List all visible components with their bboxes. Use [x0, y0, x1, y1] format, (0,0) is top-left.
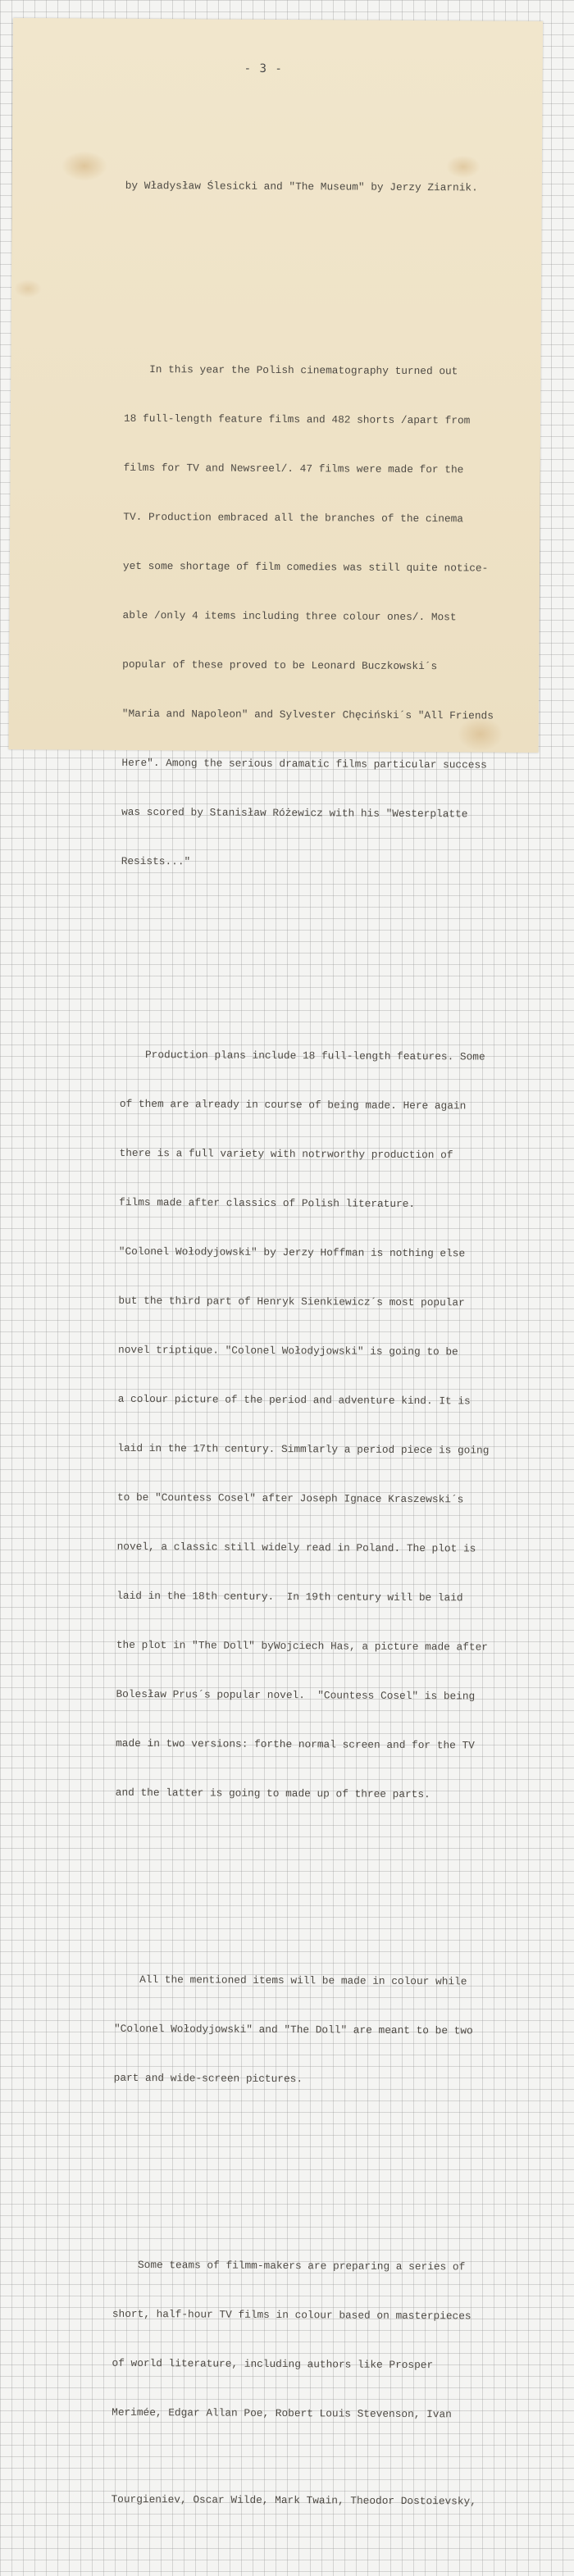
text-line: but the third part of Henryk Sienkiewicz´s most popular [118, 1294, 465, 1309]
text-line: films for TV and Newsreel/. 47 films were made for the [123, 461, 464, 476]
text-line: Some teams of filmm-makers are preparing a series of [112, 2258, 466, 2273]
text-line: by Władysław Ślesicki and "The Museum" by Jerzy Ziarnik. [125, 179, 478, 194]
text-line: the plot in "The Doll" byWojciech Has, a picture made after [116, 1638, 489, 1654]
text-line: All the mentioned items will be made in colour while [114, 1973, 467, 1988]
text-line: "Colonel Wołodyjowski" by Jerzy Hoffman is nothing else [118, 1245, 466, 1260]
text-line: able /only 4 items including three colour ones/. Most [122, 608, 457, 624]
text-line: TV. Production embraced all the branches of the cinema [123, 510, 464, 526]
paragraph-gap [125, 260, 535, 266]
text-line: part and wide-screen pictures. [113, 2071, 303, 2086]
paragraph-5 [111, 2224, 522, 2543]
text-line: and the latter is going to made up of three parts. [115, 1786, 430, 1801]
text-line: yet some shortage of film comedies was still quite notice- [122, 559, 489, 575]
paragraph-3 [115, 1014, 530, 1836]
paragraph-gap [121, 935, 531, 951]
document-body [111, 96, 535, 2576]
text-line: of world literature, including authors like Prosper [112, 2356, 434, 2372]
paragraph-4 [113, 1939, 524, 2122]
text-line: laid in the 18th century. In 19th century will be laid [116, 1589, 463, 1604]
text-line: of them are already in course of being made. Here again [119, 1097, 467, 1113]
text-line: was scored by Stanisław Różewicz with his "Westerplatte [121, 805, 468, 821]
text-line: made in two versions: forthe normal screen and for the TV [116, 1736, 475, 1752]
paragraph-1 [125, 145, 535, 230]
text-line: "Maria and Napoleon" and Sylvester Chęciński´s "All Friends [121, 707, 494, 722]
text-line: films made after classics of Polish literature. [119, 1195, 416, 1211]
text-line: novel, a classic still widely read in Poland. The plot is [116, 1540, 476, 1555]
text-line: Bolesław Prus´s popular novel. "Countess Cosel" is being [116, 1687, 476, 1703]
text-line-blank [112, 2454, 522, 2461]
text-line: Here". Among the serious dramatic films particular success [121, 756, 487, 771]
text-line: 18 full-length feature films and 482 shorts /apart from [123, 412, 471, 427]
text-line: there is a full variety with notrworthy production of [119, 1146, 453, 1162]
paragraph-gap [115, 1867, 525, 1876]
text-line: Resists..." [121, 854, 191, 868]
paragraph-gap [113, 2152, 523, 2161]
text-line: to be "Countess Cosel" after Joseph Ignace Kraszewski´s [116, 1491, 464, 1506]
text-line: Tourgieniev, Oscar Wilde, Mark Twain, Theodor Dostoievsky, [111, 2492, 476, 2508]
text-line: In this year the Polish cinematography turned out [124, 362, 458, 378]
text-line: novel triptique. "Colonel Wołodyjowski" is going to be [118, 1343, 458, 1359]
text-line: a colour picture of the period and adventure kind. It is [117, 1392, 471, 1408]
text-line: short, half-hour TV films in colour based on masterpieces [112, 2307, 472, 2323]
typewritten-sheet [9, 18, 543, 2508]
text-line: popular of these proved to be Leonard Buczkowski´s [122, 658, 438, 673]
text-line: "Colonel Wołodyjowski" and "The Doll" are meant to be two [113, 2022, 473, 2037]
text-line: Merimée, Edgar Allan Poe, Robert Louis Stevenson, Ivan [112, 2405, 452, 2421]
text-line: Production plans include 18 full-length features. Some [120, 1048, 485, 1063]
paragraph-2 [121, 329, 534, 905]
text-line: laid in the 17th century. Simmlarly a period piece is going [117, 1441, 490, 1457]
page-number: - 3 - [244, 61, 283, 76]
